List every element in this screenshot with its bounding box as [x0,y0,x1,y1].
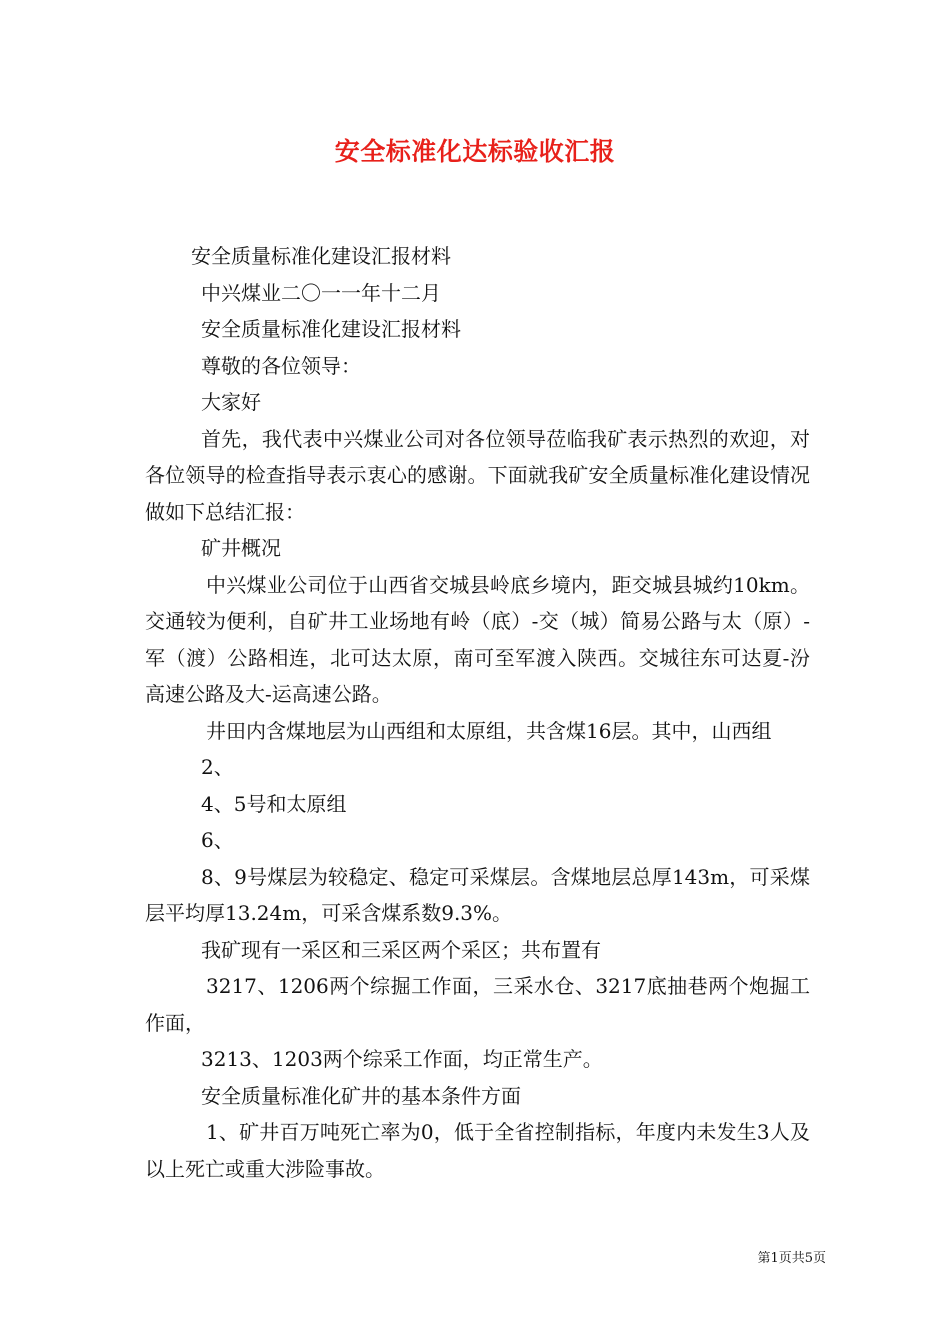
paragraph: 3213、1203两个综采工作面，均正常生产。 [201,1047,603,1071]
paragraph: 尊敬的各位领导： [201,353,361,378]
paragraph: 安全质量标准化建设汇报材料 [201,317,461,341]
paragraph: 1、矿井百万吨死亡率为0，低于全省控制指标，年度内未发生3人及以上死亡或重大涉险事故。 [145,1120,810,1181]
paragraph: 8、9号煤层为较稳定、稳定可采煤层。含煤地层总厚143m，可采煤层平均厚13.24m，可采含煤系数9.3%。 [145,864,810,925]
document-body [145,238,810,1187]
paragraph: 4、5号和太原组 [201,791,347,816]
paragraph: 井田内含煤地层为山西组和太原组，共含煤16层。其中，山西组 [206,718,772,743]
paragraph: 矿井概况 [201,536,281,560]
paragraph: 6、 [201,828,234,852]
paragraph: 3217、1206两个综掘工作面，三采水仓、3217底抽巷两个炮掘工作面， [145,974,810,1035]
paragraph: 中兴煤业二〇一一年十二月 [201,280,441,305]
paragraph: 中兴煤业公司位于山西省交城县岭底乡境内，距交城县城约10km。交通较为便利，自矿井工业场地有岭（底）-交（城）简易公路与太（原）-军（渡）公路相连，北可达太原，南可至军渡入陕西。交城往东可达夏-汾高速公路及大-运高速公路。 [145,572,810,706]
paragraph: 大家好 [201,390,261,414]
paragraph: 安全质量标准化矿井的基本条件方面 [201,1083,521,1108]
page-number: 第1页共5页 [757,1251,826,1266]
document-title: 安全标准化达标验收汇报 [334,137,616,166]
paragraph: 安全质量标准化建设汇报材料 [191,244,451,268]
paragraph: 我矿现有一采区和三采区两个采区；共布置有 [201,937,601,962]
paragraph: 首先，我代表中兴煤业公司对各位领导莅临我矿表示热烈的欢迎，对各位领导的检查指导表示衷心的感谢。下面就我矿安全质量标准化建设情况做如下总结汇报： [145,426,810,524]
paragraph: 2、 [201,755,234,779]
